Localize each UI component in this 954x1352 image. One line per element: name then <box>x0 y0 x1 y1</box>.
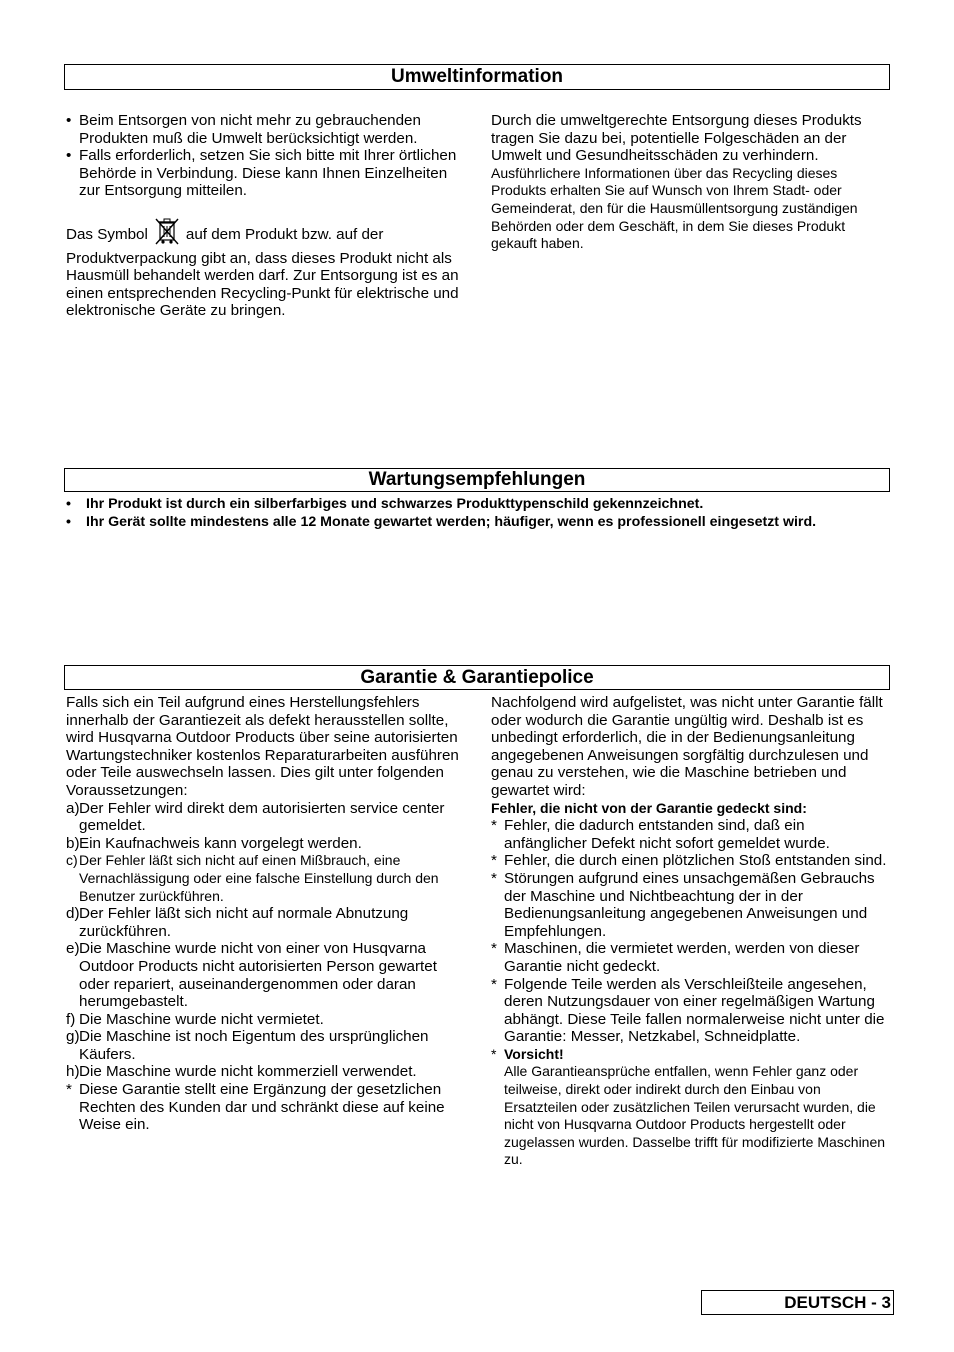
section-heading-umweltinformation: Umweltinformation <box>64 64 890 90</box>
paragraph: Durch die umweltgerechte Entsorgung dieses Produkts tragen Sie dazu bei, potentielle Folgeschäden an der Umwelt und Gesundheitsschäden zu verhindern. <box>491 112 862 165</box>
list-item: • Falls erforderlich, setzen Sie sich bitte mit Ihrer örtlichen Behörde in Verbindung. Diese kann Ihnen Einzelheiten zur Entsorgung mitteilen. <box>66 147 457 200</box>
list-item: • Beim Entsorgen von nicht mehr zu gebrauchenden Produkten muß die Umwelt berücksichtigt werden. <box>66 112 421 147</box>
list-item: * Folgende Teile werden als Verschleißteile angesehen, deren Nutzungsdauer von einer regelmäßigen Wartung abhängt. Diese Teile fallen normalerweise nicht unter die Garantie: Messer, Netzkabel, Schneidplatte. <box>491 975 885 1046</box>
list-item: c) Der Fehler läßt sich nicht auf einen Mißbrauch, eine Vernachlässigung oder eine falsche Einstellung durch den Benutzer zurückführen. <box>66 852 439 904</box>
garantie-right-column <box>491 694 891 1169</box>
list-item: f) Die Maschine wurde nicht vermietet. <box>66 1010 324 1028</box>
list-item: * Maschinen, die vermietet werden, werden von dieser Garantie nicht gedeckt. <box>491 940 860 975</box>
list-item: d) Der Fehler läßt sich nicht auf normale Abnutzung zurückführen. <box>66 905 409 940</box>
garantie-left-column <box>66 694 468 1134</box>
list-item: e) Die Maschine wurde nicht von einer von Husqvarna Outdoor Products nicht autorisierten Person gewartet oder repariert, auseinandergenommen oder daran herumgebastelt. <box>66 940 437 1011</box>
paragraph: Ausführlichere Informationen über das Recycling dieses Produkts erhalten Sie auf Wunsch von Ihrem Stadt- oder Gemeinderat, den für die Hausmüllentsorgung zuständigen Behörden oder dem Geschäft, in dem Sie dieses Produkt gekauft haben. <box>491 164 858 252</box>
list-item: * Fehler, die dadurch entstanden sind, daß ein anfänglicher Defekt nicht sofort gemeldet wurde. <box>491 817 830 852</box>
list-item: • Ihr Gerät sollte mindestens alle 12 Monate gewartet werden; häufiger, wenn es professionell eingesetzt wird. <box>66 513 817 530</box>
crossed-out-wheelie-bin-icon <box>154 217 180 250</box>
umwelt-right-column <box>491 112 891 253</box>
section-heading-wartungsempfehlungen: Wartungsempfehlungen <box>64 468 890 492</box>
list-item: * Diese Garantie stellt eine Ergänzung der gesetzlichen Rechten des Kunden dar und schränkt diese auf keine Weise ein. <box>66 1081 445 1134</box>
paragraph: Falls sich ein Teil aufgrund eines Herstellungsfehlers innerhalb der Garantiezeit als defekt herausstellen sollte, wird Husqvarna Outdoor Products über seine autorisierten Wartungstechniker kostenlos Reparaturarbeiten ausführen oder Teile auswechseln lassen. Dies gilt unter folgenden Voraussetzungen: <box>66 694 459 799</box>
list-item: a) Der Fehler wird direkt dem autorisierten service center gemeldet. <box>66 799 445 835</box>
symbol-paragraph: Das Symbol auf dem Produkt bzw. auf der Produktverpackung gibt an, dass dieses Produkt nicht als Hausmüll behandelt werden darf. Zur Entsorgung ist es an einen entsprechenden Recycling-Punkt für elektrische und elektronische Geräte zu bringen. <box>66 217 466 320</box>
caution-text: Alle Garantieansprüche entfallen, wenn Fehler ganz oder teilweise, direkt oder indirekt durch den Einbau von Ersatzteilen oder zusätzlichen Teilen verursacht wurden, die nicht von Husqvarna Outdoor Products hergestellt oder zugelassen wurden. Dasselbe trifft für modifizierte Maschinen zu. <box>504 1063 886 1168</box>
list-item: g) Die Maschine ist noch Eigentum des ursprünglichen Käufers. <box>66 1028 429 1063</box>
wartung-list <box>66 496 896 531</box>
caution-item: * Vorsicht! Alle Garantieansprüche entfallen, wenn Fehler ganz oder teilweise, direkt oder indirekt durch den Einbau von Ersatzteilen oder zusätzlichen Teilen verursacht wurden, die nicht von Husqvarna Outdoor Products hergestellt oder zugelassen wurden. Dasselbe trifft für modifizierte Maschinen zu. <box>491 1045 886 1168</box>
list-item: • Ihr Produkt ist durch ein silberfarbiges und schwarzes Produkttypenschild gekennzeichnet. <box>66 496 704 512</box>
exclusions-heading: Fehler, die nicht von der Garantie gedeckt sind: <box>491 799 807 816</box>
page-footer-label: DEUTSCH - 3 <box>701 1290 894 1315</box>
umwelt-left-column <box>66 112 466 320</box>
paragraph: Nachfolgend wird aufgelistet, was nicht unter Garantie fällt oder wodurch die Garantie ungültig wird. Deshalb ist es unbedingt erforderlich, die in der Bedienungsanleitung angegebenen Anweisungen sorgfältig durchzulesen und genau zu verstehen, wie die Maschine betrieben und gewartet wird: <box>491 694 883 799</box>
list-item: * Fehler, die durch einen plötzlichen Stoß entstanden sind. <box>491 852 887 870</box>
list-item: h) Die Maschine wurde nicht kommerziell verwendet. <box>66 1063 417 1081</box>
list-item: * Störungen aufgrund eines unsachgemäßen Gebrauchs der Maschine und Nichtbeachtung der in der Bedienungsanleitung angegebenen Anweisungen und Empfehlungen. <box>491 869 875 940</box>
list-item: b) Ein Kaufnachweis kann vorgelegt werden. <box>66 834 362 852</box>
caution-label: Vorsicht! <box>504 1045 564 1062</box>
section-heading-garantie: Garantie & Garantiepolice <box>64 665 890 690</box>
